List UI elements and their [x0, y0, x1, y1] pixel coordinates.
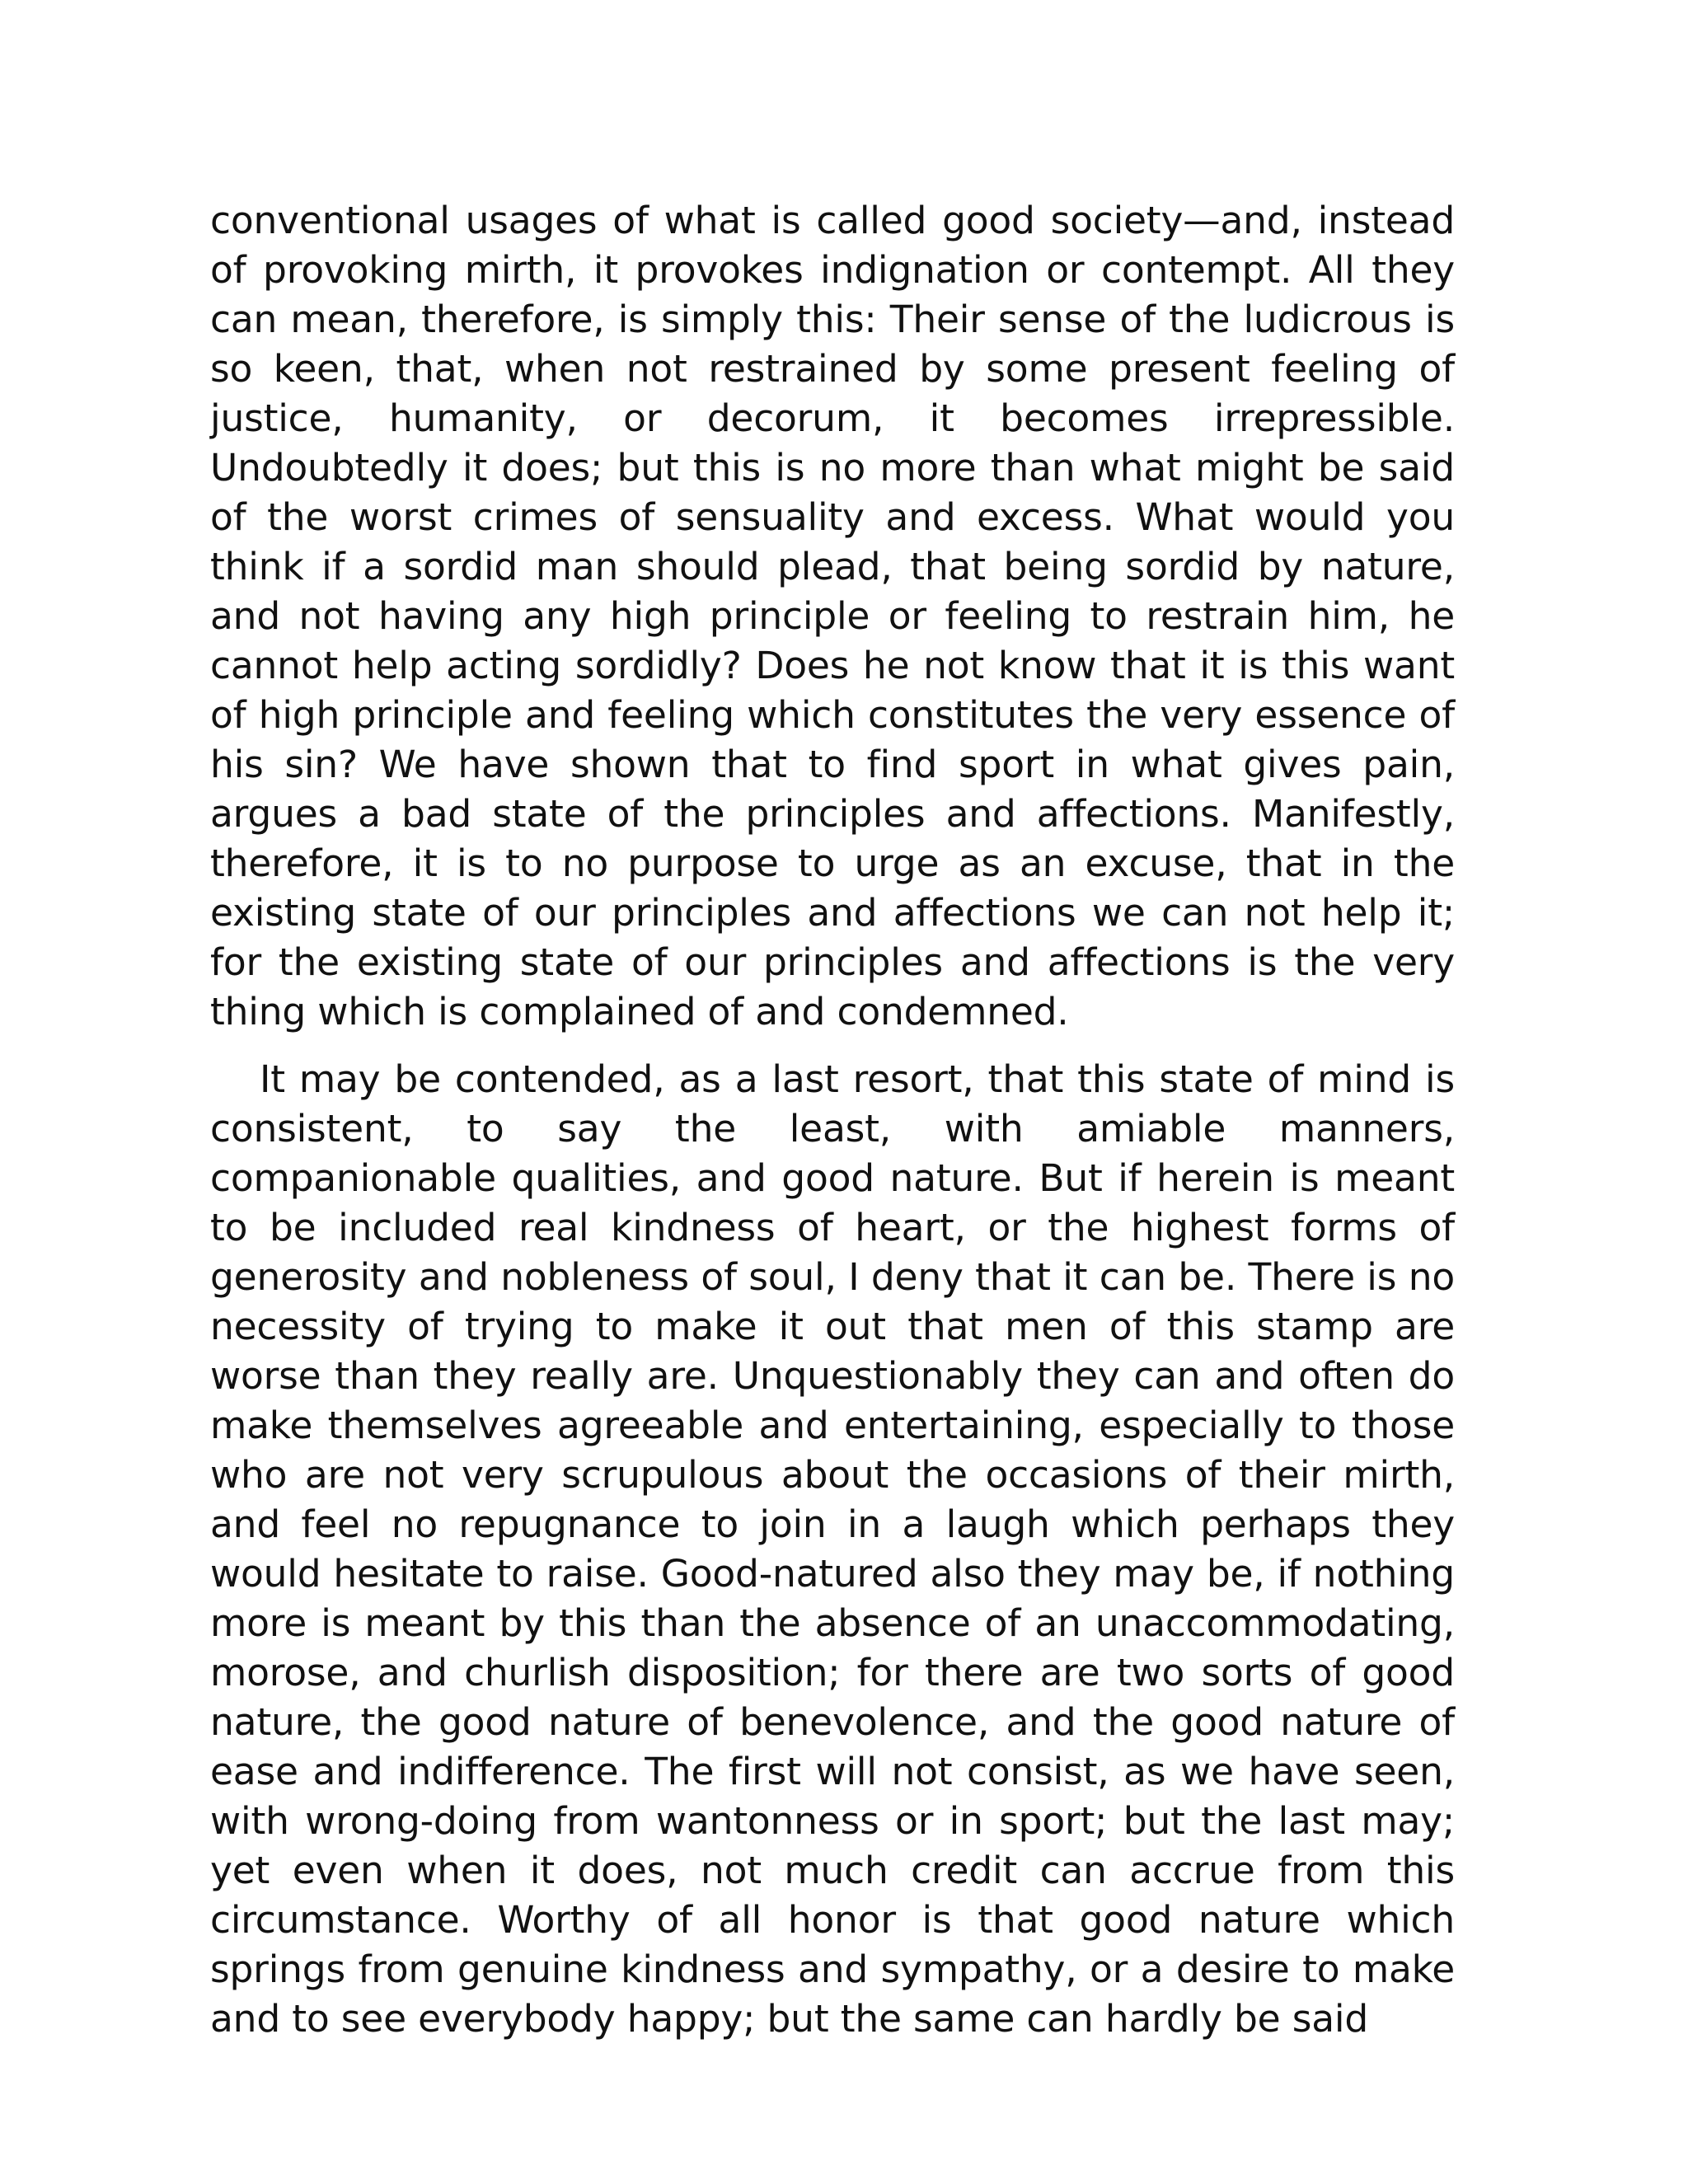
- paragraph-continuation: conventional usages of what is called good society—and, instead of provoking mirth, it provokes indignation or contempt. All they can mean, therefore, is simply this: Their sense of the ludicrous is so keen, that, when not restrained by some present feeling of justice, humanity, or decorum, it becomes irrepressible. Undoubtedly it does; but this is no more than what might be said of the worst crimes of sensuality and excess. What would you think if a sordid man should plead, that being sordid by nature, and not having any high principle or feeling to restrain him, he cannot help acting sordidly? Does he not know that it is this want of high principle and feeling which constitutes the very essence of his sin? We have shown that to find sport in what gives pain, argues a bad state of the principles and affections. Manifestly, therefore, it is to no purpose to urge as an excuse, that in the existing state of our principles and affections we can not help it; for the existing state of our principles and affections is the very thing which is complained of and condemned.: [210, 199, 1455, 1033]
- paragraph-last-resort: It may be contended, as a last resort, that this state of mind is consistent, to say the least, with amiable manners, companionable qualities, and good nature. But if herein is meant to be included real kindness of heart, or the highest forms of generosity and nobleness of soul, I deny that it can be. There is no necessity of trying to make it out that men of this stamp are worse than they really are. Unquestionably they can and often do make themselves agreeable and entertaining, especially to those who are not very scrupulous about the occasions of their mirth, and feel no repugnance to join in a laugh which perhaps they would hesitate to raise. Good-natured also they may be, if nothing more is meant by this than the absence of an unaccommodating, morose, and churlish disposition; for there are two sorts of good nature, the good nature of benevolence, and the good nature of ease and indifference. The first will not consist, as we have seen, with wrong-doing from wantonness or in sport; but the last may; yet even when it does, not much credit can accrue from this circumstance. Worthy of all honor is that good nature which springs from genuine kindness and sympathy, or a desire to make and to see everybody happy; but the same can hardly be said: [210, 1057, 1455, 2041]
- page-body: [210, 196, 1455, 2044]
